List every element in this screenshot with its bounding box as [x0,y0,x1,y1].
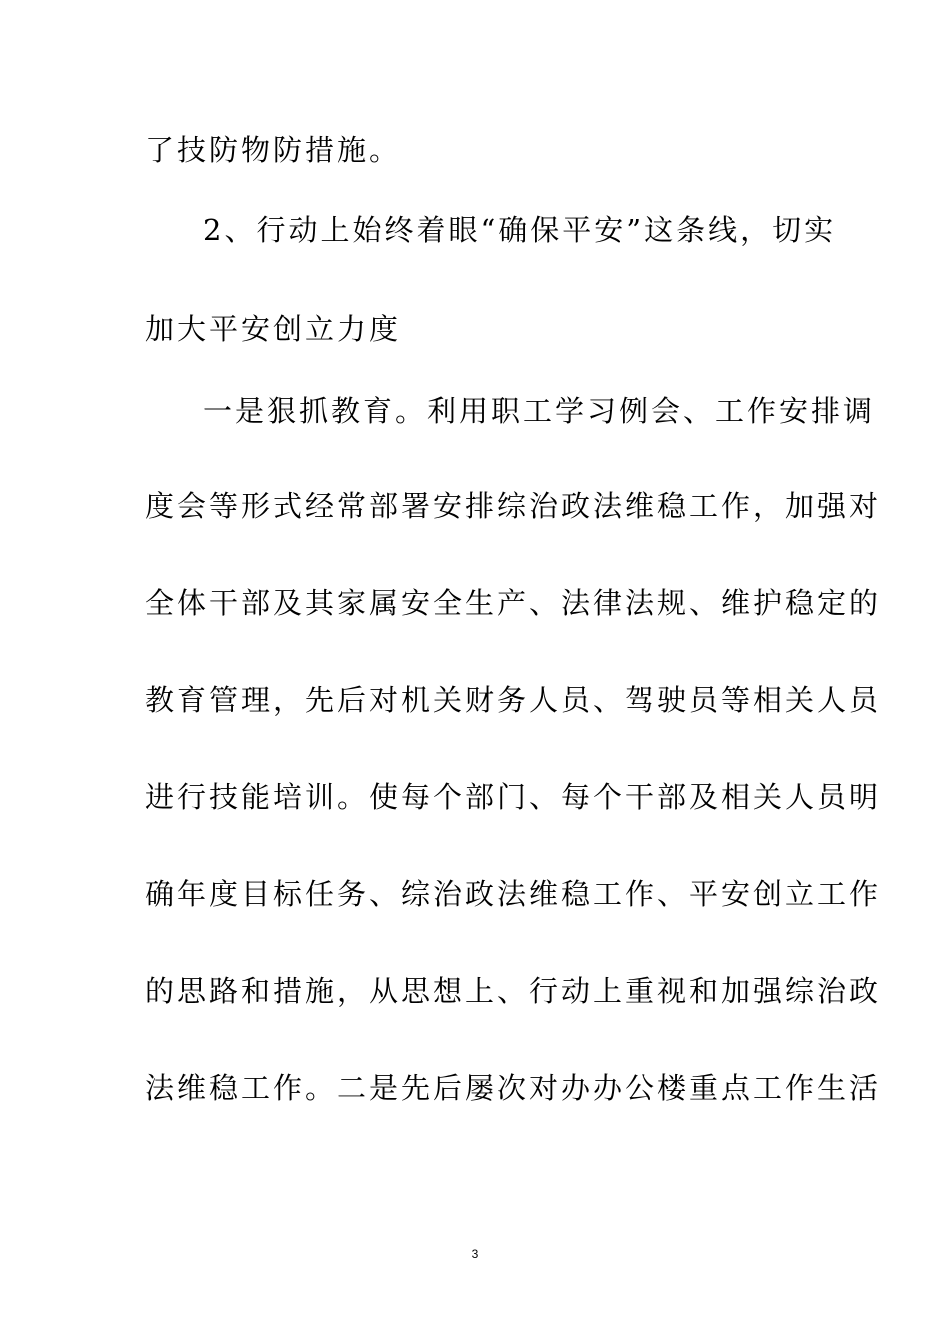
body-text-line: 法维稳工作。二是先后屡次对办办公楼重点工作生活 [145,1071,882,1105]
body-text-line: 全体干部及其家属安全生产、法律法规、维护稳定的 [145,586,882,620]
section-heading-line: 2、行动上始终着眼“确保平安”这条线，切实 [203,213,837,247]
body-text-line: 了技防物防措施。 [145,133,402,167]
section-heading-line: 加大平安创立力度 [145,312,402,346]
body-text-line: 确年度目标任务、综治政法维稳工作、平安创立工作 [145,877,882,911]
page-number: 3 [471,1247,479,1261]
body-text-line: 教育管理，先后对机关财务人员、驾驶员等相关人员 [145,683,882,717]
body-text-line: 度会等形式经常部署安排综治政法维稳工作，加强对 [145,489,882,523]
body-text-line: 进行技能培训。使每个部门、每个干部及相关人员明 [145,780,882,814]
body-text-line: 的思路和措施，从思想上、行动上重视和加强综治政 [145,974,882,1008]
body-text-line: 一是狠抓教育。利用职工学习例会、工作安排调 [203,394,876,428]
